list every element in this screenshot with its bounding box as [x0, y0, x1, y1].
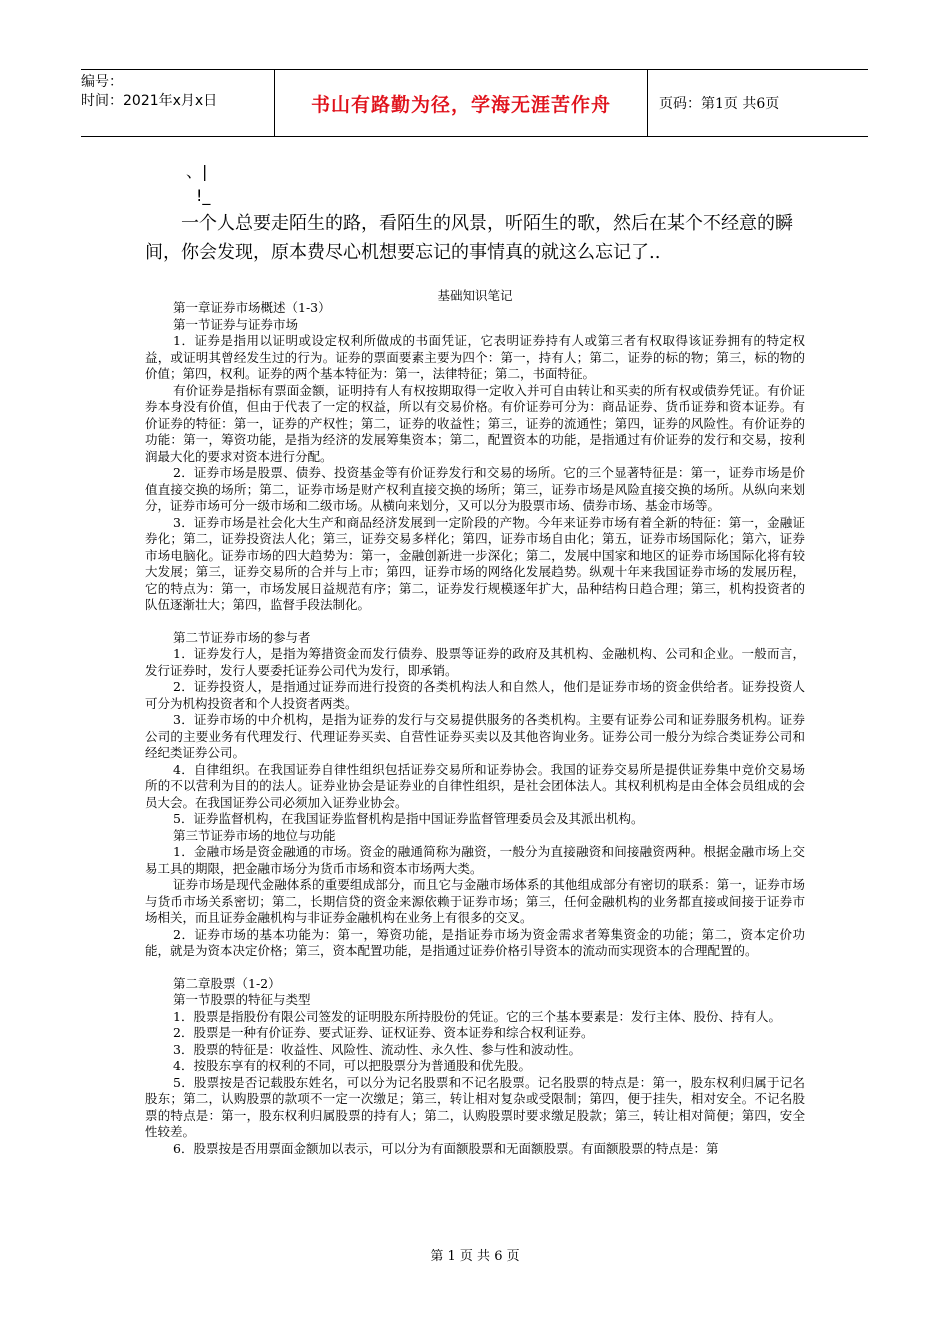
paragraph: 第二章股票（1-2） [173, 975, 281, 991]
paragraph: 4．按股东享有的权利的不同，可以把股票分为普通股和优先股。 [173, 1058, 531, 1073]
mark-line-2: !_ [196, 186, 211, 205]
paragraph: 2．证券投资人，是指通过证券而进行投资的各类机构法人和自然人，他们是证券市场的资金供给者。证券投资人可分为机构投资者和个人投资者两类。 [145, 679, 805, 711]
document-body [145, 297, 805, 1157]
quote-text: 一个人总要走陌生的路，看陌生的风景，听陌生的歌，然后在某个不经意的瞬间，你会发现，原本费尽心机想要忘记的事情真的就这么忘记了.. [145, 213, 793, 263]
paragraph: 4．自律组织。在我国证券自律性组织包括证券交易所和证券协会。我国的证券交易所是提供证券集中竞价交易场所的不以营利为目的的法人。证券业协会是证券业的自律性组织，是社会团体法人。其权利机构是由全体会员组成的会员大会。在我国证券公司必须加入证券业协会。 [145, 761, 805, 810]
paragraph: 有价证券是指标有票面金额，证明持有人有权按期取得一定收入并可自由转让和买卖的所有权或债券凭证。有价证券本身没有价值，但由于代表了一定的权益，所以有交易价格。有价证券可分为：商品证券、货币证券和资本证券。有价证券的特征：第一，证券的产权性；第二，证券的收益性；第三，证券的流通性；第四，证券的风险性。有价证券的功能：第一，筹资功能，是指为经济的发展筹集资本；第二，配置资本的功能，是指通过有价证券的发行和交易，按利润最大化的要求对资本进行分配。 [145, 382, 805, 464]
time-label: 时间：2021年x月x日 [81, 93, 218, 109]
paragraph: 3．证券市场的中介机构，是指为证券的发行与交易提供服务的各类机构。主要有证券公司和证券服务机构。证券公司的主要业务有代理发行、代理证券买卖、自营性证券买卖以及其他咨询业务。证券公司一般分为综合类证券公司和经纪类证券公司。 [145, 712, 805, 760]
paragraph: 3．股票的特征是：收益性、风险性、流动性、永久性、参与性和波动性。 [173, 1041, 581, 1057]
paragraph: 第二节证券市场的参与者 [173, 629, 311, 645]
paragraph: 证券市场是现代金融体系的重要组成部分，而且它与金融市场体系的其他组成部分有密切的联系：第一，证券市场与货币市场关系密切；第二，长期信贷的资金来源依赖于证券市场；第三，任何金融机构的业务都直接或间接于证券市场相关，而且证券金融机构与非证券金融机构在业务上有很多的交叉。 [145, 877, 805, 925]
paragraph: 5．证券监督机构，在我国证券监督机构是指中国证券监督管理委员会及其派出机构。 [173, 811, 644, 826]
paragraph: 2．股票是一种有价证券、要式证券、证权证券、资本证券和综合权利证券。 [173, 1025, 594, 1040]
paragraph: 2．证券市场的基本功能为：第一，筹资功能，是指证券市场为资金需求者筹集资金的功能；第二，资本定价功能，就是为资本决定价格；第三，资本配置功能，是指通过证券价格引导资本的流动而实现资本的合理配置的。 [145, 926, 805, 958]
number-label: 编号： [81, 74, 123, 90]
mark-line-1: 、| [186, 162, 208, 181]
paragraph: 2．证券市场是股票、债券、投资基金等有价证券发行和交易的场所。它的三个显著特征是：第一，证券市场是价值直接交换的场所；第二，证券市场是财产权利直接交换的场所；第三，证券市场是风险直接交换的场所。从纵向来划分，证券市场可分一级市场和二级市场。从横向来划分，又可以分为股票市场、债券市场、基金市场等。 [145, 465, 805, 513]
paragraph: 6．股票按是否用票面金额加以表示，可以分为有面额股票和无面额股票。有面额股票的特点是：第 [173, 1140, 719, 1156]
document-title: 基础知识笔记 [437, 288, 513, 303]
page-footer: 第 1 页 共 6 页 [430, 1249, 520, 1264]
paragraph: 5．股票按是否记载股东姓名，可以分为记名股票和不记名股票。记名股票的特点是：第一，股东权利归属于记名股东；第二，认购股票的款项不一定一次缴足；第三，转让相对复杂或受限制；第四，便于挂失，相对安全。不记名股票的特点是：第一，股东权利归属股票的持有人；第二，认购股票时要求缴足股款；第三，转让相对简便；第四，安全性较差。 [145, 1074, 805, 1139]
paragraph: 第一章证券市场概述（1-3） [173, 300, 331, 315]
paragraph: 3．证券市场是社会化大生产和商品经济发展到一定阶段的产物。今年来证券市场有着全新的特征：第一，金融证券化；第二，证券投资法人化；第三，证券交易多样化；第四，证券市场自由化；第五，证券市场国际化；第六，证券市场电脑化。证券市场的四大趋势为：第一，金融创新进一步深化；第二，发展中国家和地区的证券市场国际化将有较大发展；第三，证券交易所的合并与上市；第四，证券市场的网络化发展趋势。纵观十年来我国证券市场的发展历程，它的特点为：第一，市场发展日益规范有序；第二，证券发行规模逐年扩大，品种结构日趋合理；第三，机构投资者的队伍逐渐壮大；第四，监督手段法制化。 [145, 514, 805, 612]
page-header [81, 69, 868, 137]
paragraph: 第一节股票的特征与类型 [173, 992, 311, 1007]
stray-marks [186, 160, 210, 208]
header-page-info: 页码：第1页 共6页 [659, 96, 780, 112]
paragraph: 1．证券发行人，是指为筹措资金而发行债券、股票等证券的政府及其机构、金融机构、公司和企业。一般而言，发行证券时，发行人要委托证券公司代为发行，即承销。 [145, 646, 805, 678]
opening-quote [145, 209, 805, 267]
paragraph: 1．金融市场是资金融通的市场。资金的融通简称为融资，一般分为直接融资和间接融资两种。根据金融市场上交易工具的期限，把金融市场分为货币市场和资本市场两大类。 [145, 844, 805, 876]
paragraph: 第一节证券与证券市场 [173, 316, 299, 332]
paragraph: 1．证券是指用以证明或设定权利所做成的书面凭证，它表明证券持有人或第三者有权取得该证券拥有的特定权益，或证明其曾经发生过的行为。证券的票面要素主要为四个：第一，持有人；第二，证券的标的物；第三，标的物的价值；第四，权利。证券的两个基本特征为：第一，法律特征；第二，书面特征。 [145, 333, 805, 381]
header-motto: 书山有路勤为径，学海无涯苦作舟 [275, 70, 648, 136]
paragraph: 第三节证券市场的地位与功能 [173, 827, 336, 843]
header-meta [81, 70, 275, 136]
paragraph: 1．股票是指股份有限公司签发的证明股东所持股份的凭证。它的三个基本要素是：发行主体、股份、持有人。 [173, 1008, 781, 1024]
